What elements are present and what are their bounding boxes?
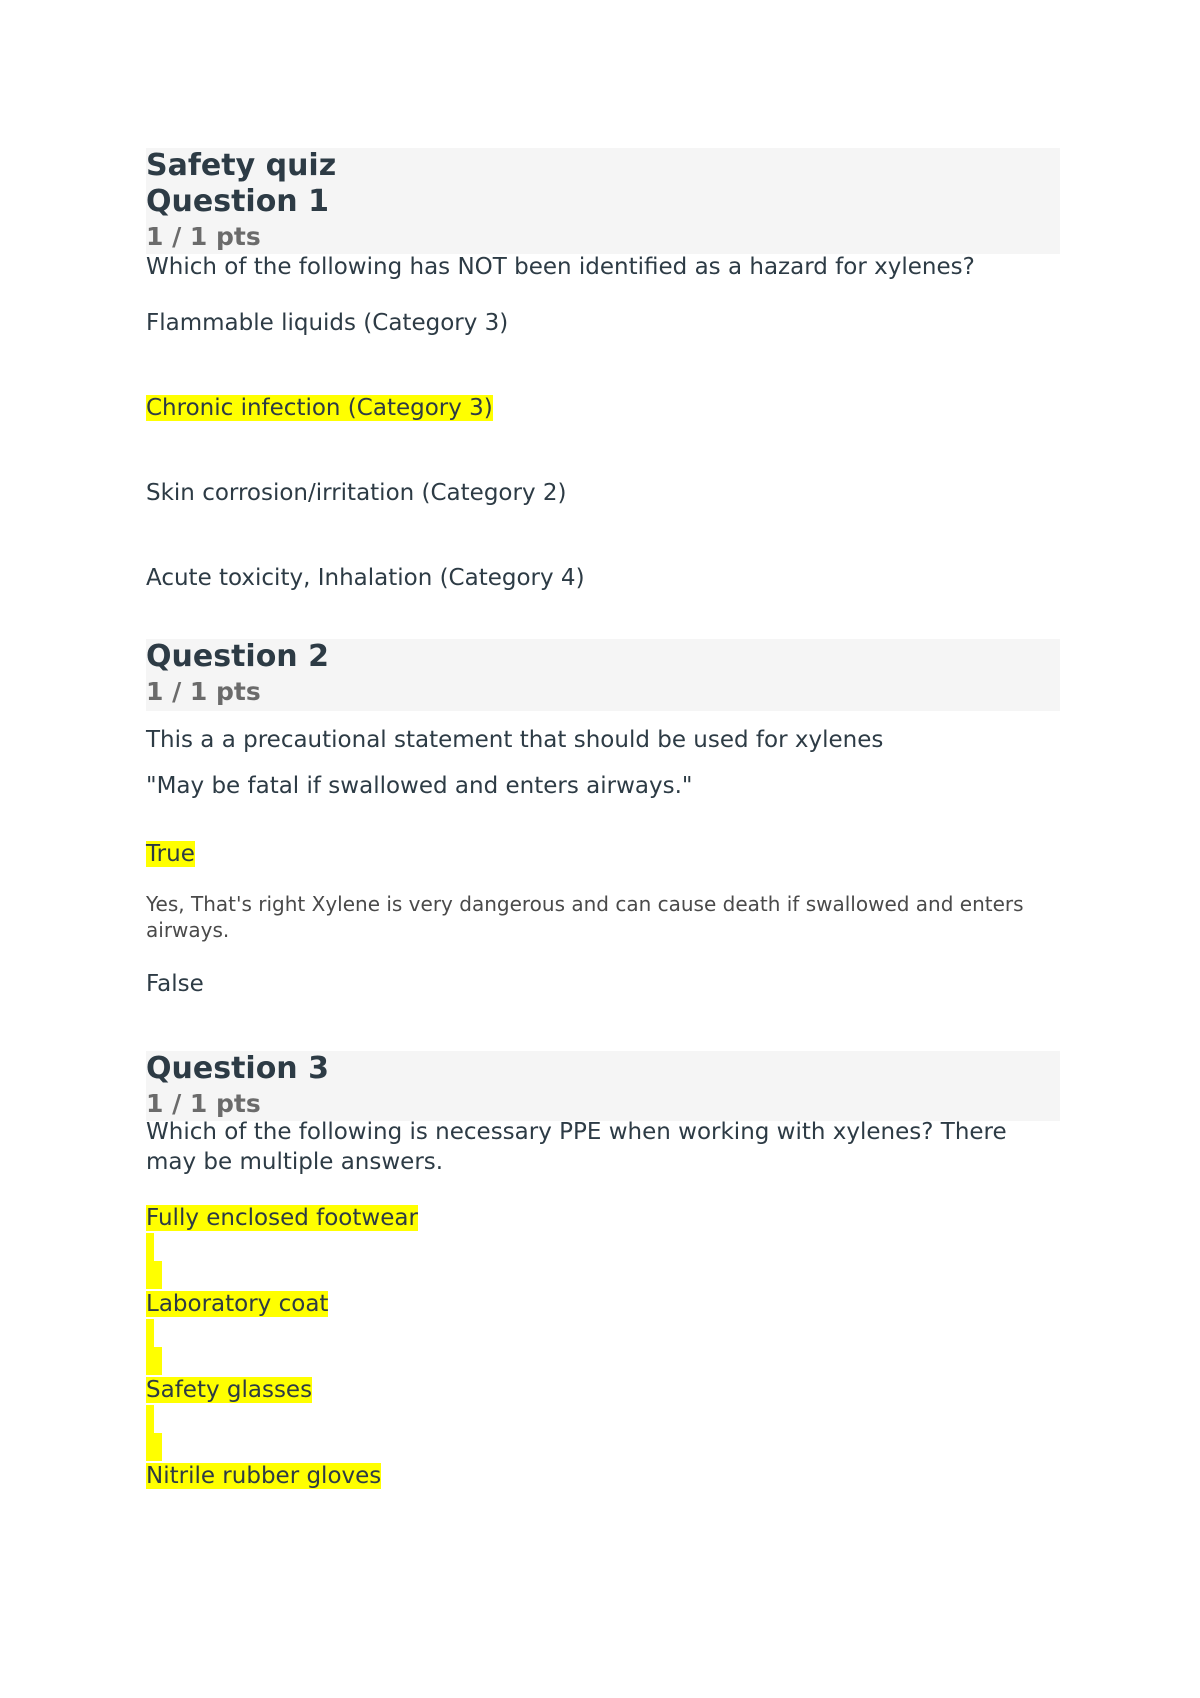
question-2-header — [146, 639, 1060, 711]
question-3-points: 1 / 1 pts — [146, 1089, 261, 1118]
highlight-marker — [146, 1433, 162, 1461]
answer-label-selected: Nitrile rubber gloves — [146, 1463, 382, 1489]
question-1-title: Question 1 — [146, 184, 329, 219]
question-3-text: Which of the following is necessary PPE when working with xylenes? There may be multiple answers. — [146, 1119, 1007, 1175]
highlight-marker — [146, 1233, 154, 1261]
question-1-header — [146, 148, 1060, 254]
question-2-text: This a a precautional statement that should be used for xylenes — [146, 727, 884, 753]
question-2-quote: "May be fatal if swallowed and enters airways." — [146, 773, 693, 799]
answer-label: Acute toxicity, Inhalation (Category 4) — [146, 565, 585, 591]
highlight-marker — [146, 1319, 154, 1347]
answer-label: Flammable liquids (Category 3) — [146, 310, 509, 336]
answer-label: Skin corrosion/irritation (Category 2) — [146, 480, 567, 506]
question-2-points: 1 / 1 pts — [146, 677, 261, 706]
question-2-feedback: Yes, That's right Xylene is very dangerous and can cause death if swallowed and enters airways. — [146, 892, 1024, 942]
document-title: Safety quiz — [146, 148, 337, 183]
answer-label-selected: Fully enclosed footwear — [146, 1205, 418, 1231]
quiz-document — [146, 148, 1060, 1491]
highlight-marker — [146, 1347, 162, 1375]
highlight-marker — [146, 1405, 154, 1433]
question-3-answer-1[interactable] — [146, 1203, 1060, 1233]
question-3-title: Question 3 — [146, 1051, 329, 1086]
question-3-header — [146, 1051, 1060, 1121]
answer-label-selected: Chronic infection (Category 3) — [146, 395, 493, 421]
question-2-title: Question 2 — [146, 639, 329, 674]
question-1-answer-3[interactable] — [146, 478, 1060, 508]
question-1-answer-1[interactable] — [146, 308, 1060, 338]
question-3-answer-4[interactable] — [146, 1461, 1060, 1491]
question-3-answer-2[interactable] — [146, 1289, 1060, 1319]
answer-label-selected: True — [146, 841, 195, 867]
question-2-answer-true[interactable] — [146, 839, 1060, 869]
question-2-answer-false[interactable] — [146, 969, 1060, 999]
highlight-marker — [146, 1261, 162, 1289]
question-3-answer-3[interactable] — [146, 1375, 1060, 1405]
answer-label: False — [146, 971, 204, 997]
question-1-answer-2[interactable] — [146, 393, 1060, 423]
answer-label-selected: Safety glasses — [146, 1377, 313, 1403]
question-1-answer-4[interactable] — [146, 563, 1060, 593]
answer-label-selected: Laboratory coat — [146, 1291, 329, 1317]
question-1-text: Which of the following has NOT been identified as a hazard for xylenes? — [146, 254, 975, 280]
question-1-points: 1 / 1 pts — [146, 222, 261, 251]
